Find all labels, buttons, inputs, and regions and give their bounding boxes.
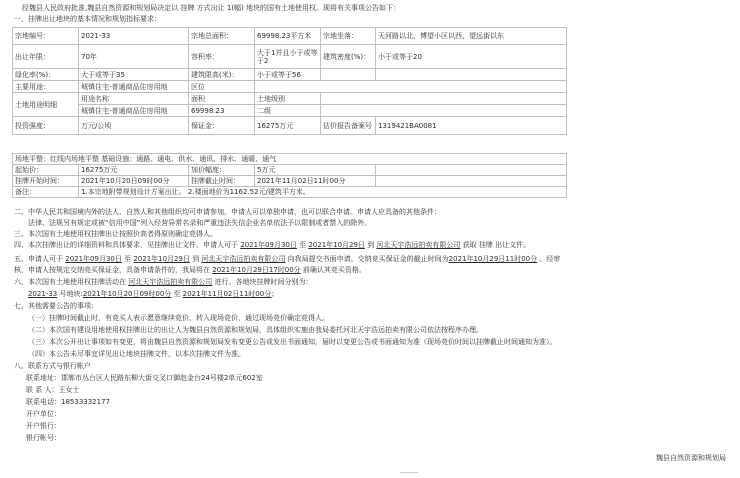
- location-value: 天河路以北、博望小区以西、望远街以东: [376, 28, 567, 45]
- increment-value: 5万元: [255, 165, 376, 176]
- density-label: 建筑密度(%)：: [321, 45, 376, 69]
- section-8-heading: 八、联系方式与银行帐户: [14, 362, 91, 370]
- zone-value: [255, 81, 567, 93]
- listing-schedule: [28, 290, 278, 299]
- increment-label: 加价幅度：: [189, 165, 255, 176]
- bank-account: 银行帐号：: [26, 434, 61, 442]
- investment-value: 万元/公顷: [79, 117, 189, 135]
- contact-person: 联 系 人：王女士: [26, 386, 80, 394]
- empty-cell: [376, 165, 567, 176]
- deposit-label: 保证金：: [189, 117, 255, 135]
- section-4-text: [14, 241, 530, 250]
- land-info-table: [12, 27, 567, 135]
- empty-cell: [321, 93, 567, 105]
- org-span: 河北天宇浩远拍卖有限公司: [128, 278, 213, 286]
- section-1-heading: 一、挂牌出让地块的基本情况和规划指标要求：: [14, 15, 161, 23]
- land-grade-header: 土地级别: [255, 93, 321, 105]
- text-span: 获取 挂牌 出让文件。: [460, 241, 531, 249]
- section-7-heading: 七、其他需要公告的事项:: [14, 302, 94, 310]
- height-limit-value: 小于或等于56: [255, 69, 321, 81]
- far-label: 容积率：: [189, 45, 255, 69]
- note-item: （二）本次国有建设用地使用权挂牌出让的出让人为魏县自然资源和规划局，具体组织实施由我局委托河北天宇浩远拍卖有限公司依法按程序办理。: [28, 326, 483, 334]
- listing-end-value: 2021年11月02日11时00分: [255, 176, 376, 187]
- text-span: 至: [171, 290, 183, 298]
- green-ratio-label: 绿化率(%)：: [13, 69, 79, 81]
- text-span: 到: [189, 255, 202, 263]
- start-price-value: 16275万元: [79, 165, 189, 176]
- location-label: 宗地坐落：: [321, 28, 376, 45]
- listing-start-label: 挂牌开始时间：: [13, 176, 79, 187]
- term-value: 70年: [79, 45, 189, 69]
- text-span: 号地块:: [57, 290, 83, 298]
- issuer-signature: 魏县自然资源和规划局: [656, 454, 726, 462]
- use-name-value: 城镇住宅-普通商品住房用地: [79, 105, 189, 117]
- term-label: 出让年限：: [13, 45, 79, 69]
- density-value: 小于或等于20: [376, 45, 567, 69]
- empty-cell: [376, 69, 567, 81]
- empty-cell: [321, 69, 376, 81]
- use-name-header: 用途名称: [79, 93, 189, 105]
- section-3-text: 三、本次国有土地使用权挂牌出让按照价高者得原则确定竞得人。: [14, 230, 217, 238]
- empty-cell: [376, 176, 567, 187]
- site-conditions: 场地平整：红线内场地平整 基础设施：通路、通电、供水、通讯、排水、通暖、通气: [13, 154, 567, 165]
- height-limit-label: 建筑限高(米)：: [189, 69, 255, 81]
- note-item: （三）本次公开出让事项如有变更，将由魏县自然资源和规划局发布变更公告或发出书面通知，届时以变更公告或书面通知为准（现场竞价时间以挂牌截止时间通知为准）。: [28, 338, 557, 346]
- org-span: 河北天宇浩远拍卖有限公司: [201, 255, 286, 263]
- listing-end-label: 挂牌截止时间：: [189, 176, 255, 187]
- text-span: 到: [364, 241, 377, 249]
- use-detail-label: 土地用途明细: [13, 93, 79, 117]
- date-span: 2021年10月29日17时00分: [212, 266, 301, 274]
- zone-label: 区位: [189, 81, 255, 93]
- area-header: 面积: [189, 93, 255, 105]
- text-span: 核，申请人按规定交纳竞买保证金，具备申请条件的，我局将在: [14, 266, 213, 274]
- text-span: 。经审: [537, 255, 561, 263]
- contact-phone: 联系电话：18533332177: [26, 398, 110, 406]
- deposit-value: 16275万元: [255, 117, 321, 135]
- listing-start-value: 2021年10月20日09时00分: [79, 176, 189, 187]
- date-span: 2021年10月29日: [133, 255, 190, 263]
- section-2-text: 二、中华人民共和国境内外的法人、自然人和其他组织均可申请参加，申请人可以单独申请，也可以联合申请。申请人应具备的其他条件：: [14, 208, 441, 216]
- total-area-value: 69998.23平方米: [255, 28, 321, 45]
- date-span: 2021年11月02日11时00分: [182, 290, 272, 298]
- date-span: 2021年09月30日: [240, 241, 297, 249]
- investment-label: 投资强度：: [13, 117, 79, 135]
- text-span: 至: [121, 255, 134, 263]
- text-span: 前确认其竞买资格。: [300, 266, 366, 274]
- empty-cell: [321, 105, 567, 117]
- parcel-no-value: 2021-33: [79, 28, 189, 45]
- note-item: （四）本公告未尽事宜详见出让地块挂牌文件，以本次挂牌文件为准。: [28, 350, 245, 358]
- auction-terms-table: [12, 153, 567, 198]
- text-span: 向我局提交书面申请。交纳竞买保证金的截止时间为: [285, 255, 449, 263]
- date-span: 2021年10月20日09时00分: [82, 290, 172, 298]
- text-span: 六、本次国有土地使用权挂牌活动在: [14, 278, 129, 286]
- bank-name: 开户银行：: [26, 422, 61, 430]
- section-2-exception: 法律、法规另有规定或被“信用中国”列入经营异常名录和严重违法失信企业名单依法予以限制或者禁入的除外。: [28, 219, 372, 227]
- footer-divider: [400, 472, 418, 473]
- main-use-label: 主要用途：: [13, 81, 79, 93]
- far-value: 大于1并且小于或等于2: [255, 45, 321, 69]
- org-span: 河北天宇浩远拍卖有限公司: [376, 241, 461, 249]
- intro-line: 经魏县人民政府批准,魏县自然资源和规划局决定以 挂牌 方式出让 1(幅) 地块的国有土地使用权。现将有关事项公告如下：: [22, 4, 401, 12]
- text-span: 四、本次挂牌出让的详细资料和具体要求，见挂牌出让文件。申请人可于: [14, 241, 241, 249]
- section-6-text: [14, 278, 312, 287]
- area-value: 69998.23: [189, 105, 255, 117]
- account-name: 开户单位：: [26, 410, 61, 418]
- parcel-span: 2021-33: [28, 290, 58, 298]
- parcel-no-label: 宗地编号：: [13, 28, 79, 45]
- text-span: ；: [271, 290, 279, 298]
- appraisal-value: 1319421BA0081: [376, 117, 567, 135]
- remarks-label: 备注：: [13, 187, 79, 198]
- land-grade-value: 二级: [255, 105, 321, 117]
- date-span: 2021年10月29日11时00分: [448, 255, 538, 263]
- main-use-value: 城镇住宅-普通商品住房用地: [79, 81, 189, 93]
- green-ratio-value: 大于或等于35: [79, 69, 189, 81]
- note-item: （一）挂牌时间截止时，有竞买人表示愿意继续竞价，转入现场竞价，通过现场竞价确定竞得人。: [28, 314, 329, 322]
- date-span: 2021年09月30日: [65, 255, 122, 263]
- contact-address: 联系地址：邯郸市丛台区人民路东柳大街交叉口御赵金台24号楼2单元602室: [26, 374, 263, 382]
- section-5-text: [14, 255, 560, 264]
- text-span: 进行。各地块挂牌时间分别为：: [212, 278, 313, 286]
- total-area-label: 宗地总面积：: [189, 28, 255, 45]
- remarks-value: 1.本宗地附带规划设计方案出让。 2.楼面地价为1162.52元/建筑平方米。: [79, 187, 567, 198]
- date-span: 2021年10月29日: [308, 241, 365, 249]
- text-span: 至: [296, 241, 309, 249]
- appraisal-label: 估价报告备案号: [321, 117, 376, 135]
- section-5-continued: [14, 266, 366, 275]
- text-span: 五、申请人可于: [14, 255, 66, 263]
- start-price-label: 起始价：: [13, 165, 79, 176]
